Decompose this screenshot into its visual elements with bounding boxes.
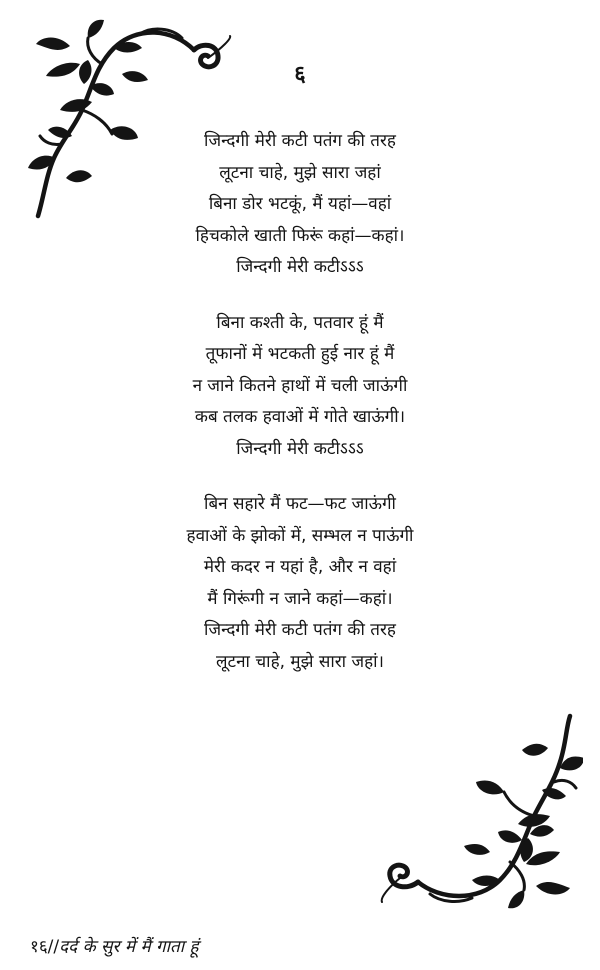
poem-line: हिचकोले खाती फिरूं कहां—कहां। — [195, 225, 405, 246]
page-footer — [30, 934, 199, 957]
poem-line: हवाओं के झोकों में, सम्भल न पाऊंगी — [186, 525, 414, 546]
floral-corner-bottom-right-icon — [378, 712, 583, 912]
page-number-heading: ६ — [294, 62, 306, 87]
poem-line: तूफानों में भटकती हुई नार हूं मैं — [205, 344, 395, 364]
poem-line: बिन सहारे मैं फट—फट जाऊंगी — [204, 494, 396, 514]
footer-book-title: दर्द के सुर में मैं गाता हूं — [59, 937, 199, 957]
poem-line: बिना कश्ती के, पतवार हूं मैं — [216, 312, 384, 333]
poem-line: जिन्दगी मेरी कटी पतंग की तरह — [204, 131, 396, 151]
poem-line: कब तलक हवाओं में गोते खाऊंगी। — [194, 407, 406, 427]
poem-refrain: जिन्दगी मेरी कटीऽऽऽ — [236, 438, 364, 459]
poem-refrain: जिन्दगी मेरी कटीऽऽऽ — [236, 257, 364, 277]
poem-line: बिना डोर भटकूं, मैं यहां—वहां — [208, 194, 392, 214]
stanza-1 — [0, 126, 600, 284]
poem-line: मैं गिरूंगी न जाने कहां—कहां। — [207, 588, 393, 609]
poem-line: न जाने कितने हाथों में चली जाऊंगी — [192, 375, 408, 396]
stanza-3 — [0, 489, 600, 678]
poem-line: लूटना चाहे, मुझे सारा जहां — [219, 162, 381, 183]
poem — [0, 126, 600, 702]
poem-line: लूटना चाहे, मुझे सारा जहां। — [216, 651, 384, 672]
stanza-2 — [0, 308, 600, 466]
poem-line: मेरी कदर न यहां है, और न वहां — [203, 557, 397, 577]
poem-line: जिन्दगी मेरी कटी पतंग की तरह — [204, 620, 396, 640]
footer-page-number: १६// — [30, 937, 60, 957]
